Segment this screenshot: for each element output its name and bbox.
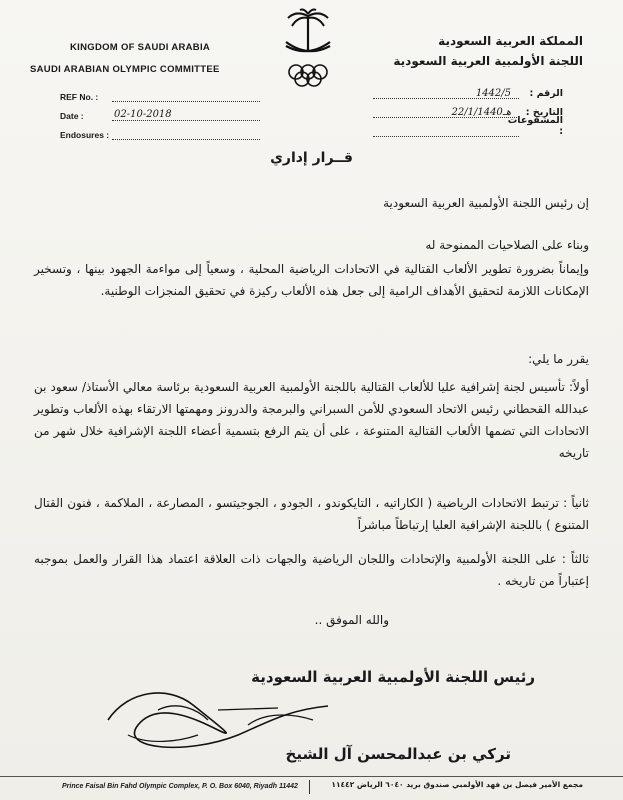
footer-address-en: Prince Faisal Bin Fahd Olympic Complex, P. O. Box 6040, Riyadh 11442 bbox=[62, 783, 298, 790]
ref-number-label-ar: الرقم : bbox=[529, 88, 563, 99]
attachments-field-ar bbox=[373, 126, 519, 137]
attachments-row-ar bbox=[373, 115, 563, 137]
body-article-2 bbox=[34, 492, 589, 536]
signatory-name: تركي بن عبدالمحسن آل الشيخ bbox=[285, 745, 511, 763]
committee-name-ar: اللجنة الأولمبية العربية السعودية bbox=[393, 54, 583, 68]
body-paragraph-2: وبناء على الصلاحيات الممنوحة له bbox=[425, 238, 589, 252]
body-paragraph-8: والله الموفق .. bbox=[314, 613, 389, 627]
saudi-palm-swords-olympic-rings-icon bbox=[278, 6, 338, 92]
kingdom-name-ar: المملكة العربية السعودية bbox=[438, 34, 583, 48]
body-closing bbox=[34, 611, 589, 630]
enclosures-field bbox=[112, 129, 260, 140]
ref-number-label: REF No. : bbox=[60, 92, 99, 102]
body-paragraph-5: أولاً: تأسيس لجنة إشرافية عليا للألعاب القتالية باللجنة الأولمبية العربية السعودية برئاسة معالي الأستاذ/ سعود بن عبدالله القحطاني رئيس الاتحاد السعودي للأمن السبراني والبرمجة والدرونز ومهمتها الارتقاء بهذه الألعاب وتطوير الاتحادات التي تضمها الألعاب القتالية المتنوعة ، على أن يتم الرفع بتسمية أعضاء اللجنة الإشرافية خلال شهر من تاريخه bbox=[34, 380, 589, 460]
committee-name-en: SAUDI ARABIAN OLYMPIC COMMITTEE bbox=[30, 64, 220, 75]
body-paragraph-1: إن رئيس اللجنة الأولمبية العربية السعودية bbox=[383, 196, 589, 210]
header-english bbox=[30, 42, 270, 75]
header-arabic bbox=[363, 34, 583, 68]
attachments-label-ar: المشفوعات : bbox=[507, 115, 563, 137]
body-preamble bbox=[34, 258, 589, 302]
body-paragraph-4: يقرر ما يلي: bbox=[528, 352, 589, 366]
body-paragraph-6: ثانياً : ترتبط الاتحادات الرياضية ( الكاراتيه ، التايكوندو ، الجودو ، الجوجيتسو ، المصارعة ، الملاكمة ، فنون القتال المتنوع ) باللجنة الإشرافية العليا إرتباطاً مباشراً bbox=[34, 496, 589, 532]
body-decides bbox=[34, 350, 589, 369]
body-intro bbox=[34, 194, 589, 213]
date-field-ar bbox=[373, 107, 519, 118]
ref-number-field-ar bbox=[373, 88, 519, 99]
date-label: Date : bbox=[60, 111, 84, 121]
date-value-ar: 22/1/1440هـ bbox=[451, 107, 511, 118]
signatory-title: رئيس اللجنة الأولمبية العربية السعودية bbox=[251, 668, 535, 686]
date-row bbox=[60, 102, 260, 121]
date-label-ar: التاريخ : bbox=[525, 107, 563, 118]
kingdom-name-en: KINGDOM OF SAUDI ARABIA bbox=[70, 42, 211, 53]
body-article-1 bbox=[34, 376, 589, 464]
body-article-3 bbox=[34, 548, 589, 592]
body-paragraph-7: ثالثاً : على اللجنة الأولمبية والإتحادات واللجان الرياضية والجهات ذات العلاقة اعتماد هذا القرار والعمل بموجبه إعتباراً من تاريخه . bbox=[34, 552, 589, 588]
date-field bbox=[112, 110, 260, 121]
footer-separator bbox=[309, 780, 310, 794]
document-title: قــرار إداري bbox=[270, 150, 353, 166]
ref-number-value-ar: 1442/5 bbox=[475, 88, 511, 99]
ref-number-row-ar bbox=[373, 80, 563, 99]
enclosures-label: Endosures : bbox=[60, 130, 110, 140]
reference-block-ar bbox=[373, 80, 563, 137]
ref-number-row bbox=[60, 83, 260, 102]
reference-block-en bbox=[60, 83, 260, 140]
date-value: 02-10-2018 bbox=[114, 109, 172, 120]
footer-address-ar: مجمع الأمير فيصل بن فهد الأولمبي صندوق بريد ٦٠٤٠ الرياض ١١٤٤٢ bbox=[331, 780, 583, 789]
ref-number-field bbox=[112, 91, 260, 102]
footer-divider bbox=[0, 776, 623, 777]
body-paragraph-3: وإيماناً بضرورة تطوير الألعاب القتالية في الاتحادات الرياضية المحلية ، وسعياً إلى مواءمة الجهود بينها ، وتسخير الإمكانات اللازمة لتحقيق الأهداف الرامية إلى جعل هذه الألعاب ركيزة في تحقيق المنجزات الوطنية. bbox=[34, 262, 589, 298]
enclosures-row bbox=[60, 121, 260, 140]
body-authority bbox=[34, 236, 589, 255]
